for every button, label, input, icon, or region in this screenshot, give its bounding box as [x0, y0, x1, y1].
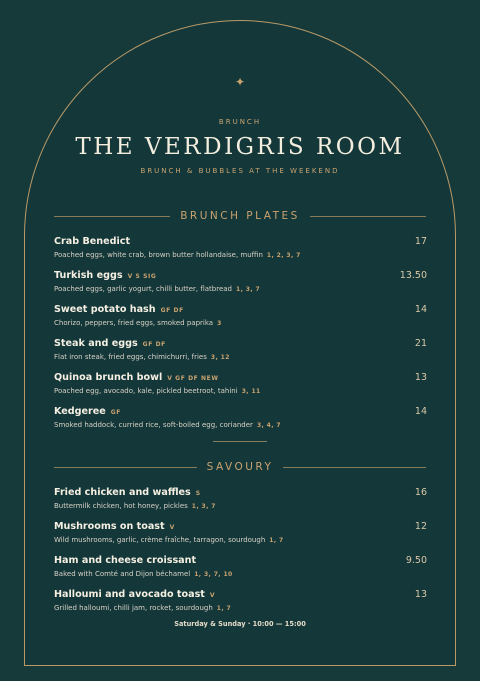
item-allergens: 1, 3, 7, 10 — [194, 571, 233, 578]
item-tags: GF — [110, 409, 121, 416]
menu-item — [54, 263, 427, 293]
item-name: Fried chicken and waffles — [54, 487, 191, 498]
star-ornament-icon: ✦ — [234, 75, 246, 89]
opening-hours: Saturday & Sunday · 10:00 — 15:00 — [174, 620, 306, 628]
item-allergens: 3, 4, 7 — [256, 422, 281, 429]
section-separator — [213, 441, 267, 442]
item-price: 13 — [414, 372, 427, 383]
item-description: Wild mushrooms, garlic, crème fraîche, tarragon, sourdough 1, 7 — [54, 536, 284, 544]
menu-subtitle: BRUNCH & BUBBLES AT THE WEEKEND — [140, 167, 340, 175]
item-description: Baked with Comté and Dijon béchamel 1, 3, 7, 10 — [54, 570, 233, 578]
item-tags: S — [195, 490, 201, 497]
item-allergens: 1, 2, 3, 7 — [266, 252, 301, 259]
item-price: 9.50 — [405, 555, 427, 566]
divider-line — [54, 216, 170, 217]
item-description: Grilled halloumi, chilli jam, rocket, sourdough 1, 7 — [54, 604, 232, 612]
item-name: Mushrooms on toast — [54, 521, 165, 532]
item-name: Sweet potato hash — [54, 304, 156, 315]
divider-line — [310, 216, 426, 217]
item-description: Chorizo, peppers, fried eggs, smoked paprika 3 — [54, 319, 222, 327]
item-name: Turkish eggs — [54, 270, 123, 281]
item-allergens: 3, 12 — [210, 354, 230, 361]
restaurant-title: THE VERDIGRIS ROOM — [75, 134, 405, 160]
section-heading-brunch-plates — [54, 209, 426, 223]
menu-item — [54, 331, 427, 361]
divider-line — [283, 467, 426, 468]
item-description: Smoked haddock, curried rice, soft-boiled egg, coriander 3, 4, 7 — [54, 421, 281, 429]
menu-item — [54, 514, 427, 544]
item-allergens: 1, 3, 7 — [236, 286, 261, 293]
item-allergens: 1, 3, 7 — [191, 503, 216, 510]
item-name: Ham and cheese croissant — [54, 555, 197, 566]
item-name: Kedgeree — [54, 406, 106, 417]
item-name: Halloumi and avocado toast — [54, 589, 205, 600]
item-allergens: 1, 7 — [269, 537, 284, 544]
item-tags: GF DF — [142, 341, 166, 348]
item-price: 14 — [414, 406, 427, 417]
item-name: Crab Benedict — [54, 236, 131, 247]
item-name: Quinoa brunch bowl — [54, 372, 163, 383]
item-allergens: 3 — [217, 320, 222, 327]
item-price: 16 — [414, 487, 427, 498]
divider-line — [54, 467, 197, 468]
item-price: 13 — [414, 589, 427, 600]
item-tags: V S SIG — [127, 273, 157, 280]
item-description: Flat iron steak, fried eggs, chimichurri, fries 3, 12 — [54, 353, 230, 361]
section-heading-savoury — [54, 460, 426, 474]
menu-item — [54, 480, 427, 510]
menu-eyebrow: BRUNCH — [218, 118, 262, 126]
item-tags: V GF DF NEW — [167, 375, 219, 382]
item-allergens: 1, 7 — [216, 605, 232, 612]
item-price: 17 — [414, 236, 427, 247]
item-description: Poached eggs, white crab, brown butter hollandaise, muffin 1, 2, 3, 7 — [54, 251, 301, 259]
menu-item — [54, 548, 427, 578]
item-name: Steak and eggs — [54, 338, 138, 349]
item-price: 14 — [414, 304, 427, 315]
item-tags: V — [169, 524, 175, 531]
item-description: Poached eggs, garlic yogurt, chilli butter, flatbread 1, 3, 7 — [54, 285, 261, 293]
menu-item — [54, 399, 427, 429]
section-title: BRUNCH PLATES — [180, 210, 300, 222]
menu-item — [54, 582, 427, 612]
menu-item — [54, 297, 427, 327]
item-description: Poached egg, avocado, kale, pickled beetroot, tahini 3, 11 — [54, 387, 261, 395]
section-title: SAVOURY — [206, 461, 274, 473]
item-price: 13.50 — [399, 270, 427, 281]
menu-item — [54, 229, 427, 259]
item-price: 12 — [414, 521, 427, 532]
item-price: 21 — [414, 338, 427, 349]
item-tags: GF DF — [160, 307, 184, 314]
menu-item — [54, 365, 427, 395]
item-tags: V — [209, 592, 216, 599]
item-description: Buttermilk chicken, hot honey, pickles 1, 3, 7 — [54, 502, 216, 510]
item-allergens: 3, 11 — [241, 388, 261, 395]
